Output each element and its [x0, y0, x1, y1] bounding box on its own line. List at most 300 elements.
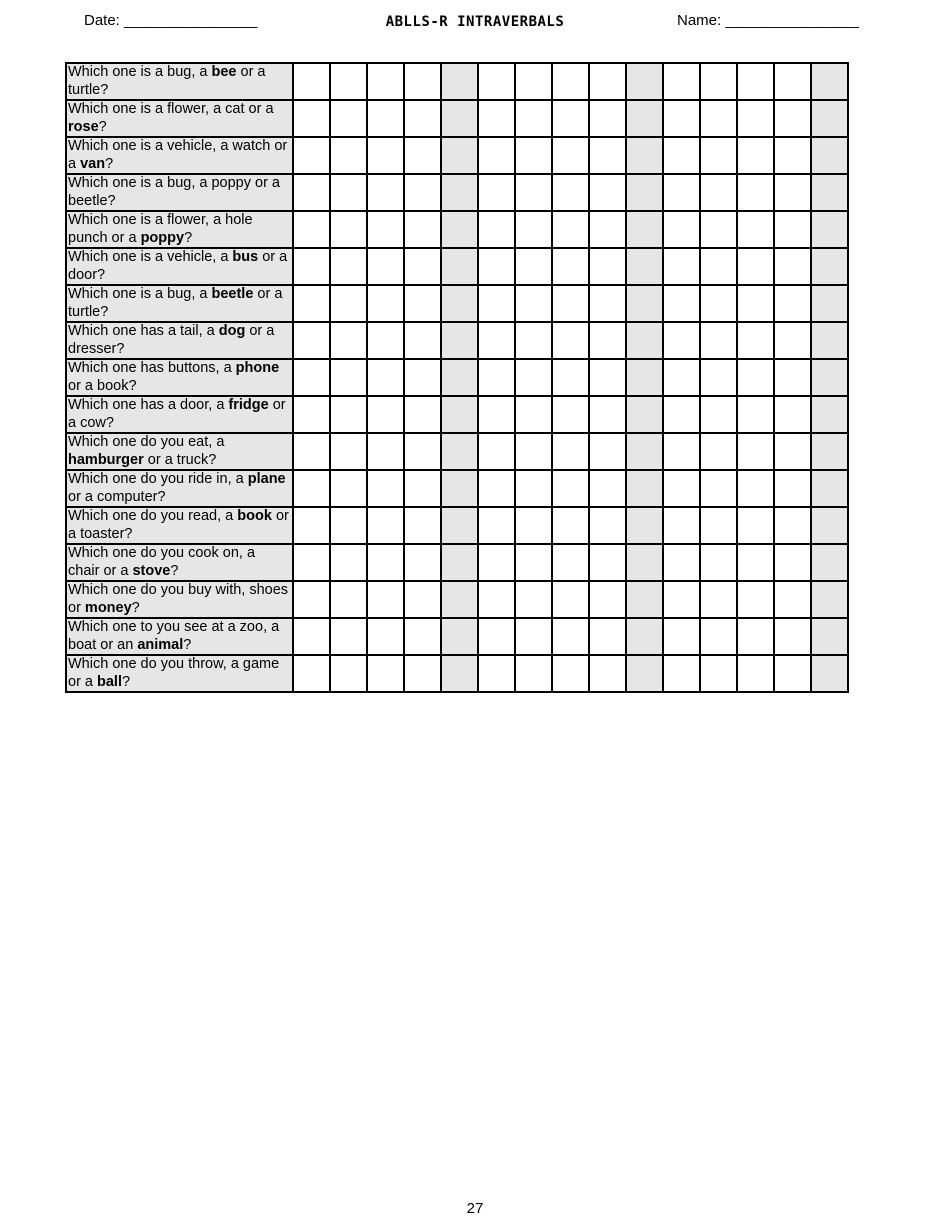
question-text: Which one has a door, a: [68, 397, 229, 413]
question-text: Which one has buttons, a: [68, 360, 236, 376]
trial-checkbox-cell[interactable]: [330, 433, 367, 470]
trial-checkbox-cell[interactable]: [478, 211, 515, 248]
table-row: [66, 470, 848, 507]
question-cell: [66, 137, 293, 174]
trial-checkbox-cell[interactable]: [589, 100, 626, 137]
trial-checkbox-cell[interactable]: [367, 211, 404, 248]
trial-checkbox-cell[interactable]: [811, 507, 848, 544]
question-text: ?: [131, 599, 140, 616]
trial-checkbox-cell[interactable]: [293, 470, 330, 507]
question-text: Which one is a vehicle, a: [68, 249, 233, 265]
trial-checkbox-cell[interactable]: [478, 433, 515, 470]
trial-checkbox-cell[interactable]: [515, 544, 552, 581]
trial-checkbox-cell[interactable]: [774, 655, 811, 692]
trial-checkbox-cell[interactable]: [774, 285, 811, 322]
trial-checkbox-cell[interactable]: [774, 433, 811, 470]
trial-checkbox-cell[interactable]: [774, 396, 811, 433]
trial-checkbox-cell[interactable]: [737, 618, 774, 655]
trial-checkbox-cell[interactable]: [367, 655, 404, 692]
question-text: ?: [184, 229, 193, 246]
trial-checkbox-cell[interactable]: [441, 63, 478, 100]
trial-checkbox-cell[interactable]: [589, 211, 626, 248]
trial-checkbox-cell[interactable]: [367, 470, 404, 507]
question-cell: [66, 470, 293, 507]
trial-checkbox-cell[interactable]: [589, 507, 626, 544]
trial-checkbox-cell[interactable]: [589, 433, 626, 470]
trial-checkbox-cell[interactable]: [589, 137, 626, 174]
trial-checkbox-cell[interactable]: [293, 100, 330, 137]
trial-checkbox-cell[interactable]: [441, 359, 478, 396]
trial-checkbox-cell[interactable]: [552, 396, 589, 433]
trial-checkbox-cell[interactable]: [478, 322, 515, 359]
trial-checkbox-cell[interactable]: [811, 137, 848, 174]
trial-checkbox-cell[interactable]: [589, 618, 626, 655]
trial-checkbox-cell[interactable]: [515, 433, 552, 470]
trial-checkbox-cell[interactable]: [441, 137, 478, 174]
trial-checkbox-cell[interactable]: [404, 507, 441, 544]
trial-checkbox-cell[interactable]: [663, 396, 700, 433]
trial-checkbox-cell[interactable]: [478, 63, 515, 100]
trial-checkbox-cell[interactable]: [700, 655, 737, 692]
trial-checkbox-cell[interactable]: [552, 248, 589, 285]
trial-checkbox-cell[interactable]: [367, 100, 404, 137]
trial-checkbox-cell[interactable]: [515, 174, 552, 211]
trial-checkbox-cell[interactable]: [515, 655, 552, 692]
trial-checkbox-cell[interactable]: [515, 581, 552, 618]
trial-checkbox-cell[interactable]: [774, 470, 811, 507]
trial-checkbox-cell[interactable]: [811, 470, 848, 507]
question-keyword: ball: [97, 673, 122, 690]
trial-checkbox-cell[interactable]: [293, 248, 330, 285]
trial-checkbox-cell[interactable]: [478, 507, 515, 544]
trial-checkbox-cell[interactable]: [293, 137, 330, 174]
trial-checkbox-cell[interactable]: [589, 544, 626, 581]
trial-checkbox-cell[interactable]: [626, 507, 663, 544]
trial-checkbox-cell[interactable]: [589, 63, 626, 100]
trial-checkbox-cell[interactable]: [404, 211, 441, 248]
name-field-label: Name: ________________: [677, 12, 859, 29]
question-cell: [66, 507, 293, 544]
trial-checkbox-cell[interactable]: [478, 137, 515, 174]
trial-checkbox-cell[interactable]: [404, 137, 441, 174]
trial-checkbox-cell[interactable]: [737, 581, 774, 618]
question-text: or a turtle?: [68, 64, 266, 98]
trial-checkbox-cell[interactable]: [330, 618, 367, 655]
question-text: or a door?: [68, 249, 288, 283]
trial-checkbox-cell[interactable]: [589, 581, 626, 618]
trial-checkbox-cell[interactable]: [404, 248, 441, 285]
trial-checkbox-cell[interactable]: [515, 100, 552, 137]
trial-checkbox-cell[interactable]: [589, 396, 626, 433]
trial-checkbox-cell[interactable]: [811, 618, 848, 655]
question-keyword: beetle: [211, 286, 254, 302]
trial-checkbox-cell[interactable]: [330, 100, 367, 137]
trial-checkbox-cell[interactable]: [737, 137, 774, 174]
question-cell: [66, 618, 293, 655]
trial-checkbox-cell[interactable]: [404, 618, 441, 655]
trial-checkbox-cell[interactable]: [700, 618, 737, 655]
trial-checkbox-cell[interactable]: [663, 359, 700, 396]
trial-checkbox-cell[interactable]: [404, 174, 441, 211]
trial-checkbox-cell[interactable]: [811, 433, 848, 470]
trial-checkbox-cell[interactable]: [626, 63, 663, 100]
trial-checkbox-cell[interactable]: [367, 174, 404, 211]
trial-checkbox-cell[interactable]: [663, 211, 700, 248]
question-text: ?: [183, 636, 192, 653]
trial-checkbox-cell[interactable]: [441, 581, 478, 618]
trial-checkbox-cell[interactable]: [293, 544, 330, 581]
trial-checkbox-cell[interactable]: [552, 618, 589, 655]
trial-checkbox-cell[interactable]: [330, 470, 367, 507]
trial-checkbox-cell[interactable]: [478, 248, 515, 285]
table-row: [66, 174, 848, 211]
trial-checkbox-cell[interactable]: [404, 396, 441, 433]
trial-checkbox-cell[interactable]: [293, 63, 330, 100]
trial-checkbox-cell[interactable]: [774, 174, 811, 211]
trial-checkbox-cell[interactable]: [700, 507, 737, 544]
trial-checkbox-cell[interactable]: [293, 359, 330, 396]
trial-checkbox-cell[interactable]: [478, 655, 515, 692]
trial-checkbox-cell[interactable]: [774, 137, 811, 174]
trial-checkbox-cell[interactable]: [774, 322, 811, 359]
trial-checkbox-cell[interactable]: [700, 285, 737, 322]
trial-checkbox-cell[interactable]: [515, 359, 552, 396]
trial-checkbox-cell[interactable]: [330, 174, 367, 211]
trial-checkbox-cell[interactable]: [478, 359, 515, 396]
trial-checkbox-cell[interactable]: [441, 248, 478, 285]
trial-checkbox-cell[interactable]: [700, 581, 737, 618]
trial-checkbox-cell[interactable]: [478, 544, 515, 581]
trial-checkbox-cell[interactable]: [293, 655, 330, 692]
trial-checkbox-cell[interactable]: [589, 248, 626, 285]
trial-checkbox-cell[interactable]: [700, 211, 737, 248]
trial-checkbox-cell[interactable]: [626, 433, 663, 470]
trial-checkbox-cell[interactable]: [700, 359, 737, 396]
trial-checkbox-cell[interactable]: [367, 581, 404, 618]
trial-checkbox-cell[interactable]: [811, 359, 848, 396]
trial-checkbox-cell[interactable]: [293, 322, 330, 359]
trial-checkbox-cell[interactable]: [441, 655, 478, 692]
trial-checkbox-cell[interactable]: [589, 470, 626, 507]
trial-checkbox-cell[interactable]: [626, 618, 663, 655]
trial-checkbox-cell[interactable]: [552, 359, 589, 396]
trial-checkbox-cell[interactable]: [552, 544, 589, 581]
trial-checkbox-cell[interactable]: [478, 174, 515, 211]
trial-checkbox-cell[interactable]: [774, 618, 811, 655]
trial-checkbox-cell[interactable]: [811, 655, 848, 692]
trial-checkbox-cell[interactable]: [626, 655, 663, 692]
trial-checkbox-cell[interactable]: [404, 544, 441, 581]
trial-checkbox-cell[interactable]: [330, 248, 367, 285]
trial-checkbox-cell[interactable]: [441, 322, 478, 359]
trial-checkbox-cell[interactable]: [515, 285, 552, 322]
trial-checkbox-cell[interactable]: [663, 618, 700, 655]
trial-checkbox-cell[interactable]: [293, 396, 330, 433]
trial-checkbox-cell[interactable]: [626, 544, 663, 581]
trial-checkbox-cell[interactable]: [700, 544, 737, 581]
trial-checkbox-cell[interactable]: [293, 618, 330, 655]
question-cell: [66, 433, 293, 470]
trial-checkbox-cell[interactable]: [737, 63, 774, 100]
trial-checkbox-cell[interactable]: [811, 285, 848, 322]
trial-checkbox-cell[interactable]: [737, 507, 774, 544]
trial-checkbox-cell[interactable]: [626, 174, 663, 211]
trial-checkbox-cell[interactable]: [737, 396, 774, 433]
trial-checkbox-cell[interactable]: [774, 63, 811, 100]
trial-checkbox-cell[interactable]: [663, 100, 700, 137]
trial-checkbox-cell[interactable]: [626, 248, 663, 285]
trial-checkbox-cell[interactable]: [737, 100, 774, 137]
trial-checkbox-cell[interactable]: [663, 63, 700, 100]
trial-checkbox-cell[interactable]: [478, 618, 515, 655]
trial-checkbox-cell[interactable]: [663, 470, 700, 507]
trial-checkbox-cell[interactable]: [441, 100, 478, 137]
trial-checkbox-cell[interactable]: [774, 100, 811, 137]
trial-checkbox-cell[interactable]: [404, 433, 441, 470]
trial-checkbox-cell[interactable]: [441, 285, 478, 322]
trial-checkbox-cell[interactable]: [404, 581, 441, 618]
trial-checkbox-cell[interactable]: [515, 137, 552, 174]
question-text: Which one do you read, a: [68, 508, 238, 524]
trial-checkbox-cell[interactable]: [441, 433, 478, 470]
table-row: [66, 100, 848, 137]
trial-checkbox-cell[interactable]: [626, 396, 663, 433]
table-row: [66, 618, 848, 655]
trial-checkbox-cell[interactable]: [330, 544, 367, 581]
trial-checkbox-cell[interactable]: [330, 655, 367, 692]
trial-checkbox-cell[interactable]: [663, 581, 700, 618]
trial-checkbox-cell[interactable]: [552, 137, 589, 174]
trial-checkbox-cell[interactable]: [367, 433, 404, 470]
question-cell: [66, 359, 293, 396]
trial-checkbox-cell[interactable]: [811, 211, 848, 248]
question-text: ?: [122, 673, 131, 690]
question-text: Which one do you eat, a: [68, 434, 225, 450]
question-cell: [66, 322, 293, 359]
trial-checkbox-cell[interactable]: [700, 174, 737, 211]
trial-checkbox-cell[interactable]: [515, 470, 552, 507]
question-cell: [66, 544, 293, 581]
trial-checkbox-cell[interactable]: [293, 285, 330, 322]
trial-checkbox-cell[interactable]: [330, 359, 367, 396]
question-keyword: phone: [235, 360, 280, 376]
trial-checkbox-cell[interactable]: [663, 433, 700, 470]
question-text: Which one is a vehicle, a watch or a: [68, 138, 288, 172]
trial-checkbox-cell[interactable]: [663, 248, 700, 285]
trial-checkbox-cell[interactable]: [700, 63, 737, 100]
trial-checkbox-cell[interactable]: [367, 396, 404, 433]
trial-checkbox-cell[interactable]: [589, 655, 626, 692]
trial-checkbox-cell[interactable]: [552, 322, 589, 359]
trial-checkbox-cell[interactable]: [441, 470, 478, 507]
trial-checkbox-cell[interactable]: [404, 285, 441, 322]
trial-checkbox-cell[interactable]: [293, 174, 330, 211]
trial-checkbox-cell[interactable]: [404, 655, 441, 692]
trial-checkbox-cell[interactable]: [441, 396, 478, 433]
trial-checkbox-cell[interactable]: [367, 618, 404, 655]
trial-checkbox-cell[interactable]: [552, 581, 589, 618]
trial-checkbox-cell[interactable]: [811, 100, 848, 137]
trial-checkbox-cell[interactable]: [552, 285, 589, 322]
trial-checkbox-cell[interactable]: [774, 544, 811, 581]
trial-checkbox-cell[interactable]: [478, 470, 515, 507]
trial-checkbox-cell[interactable]: [737, 470, 774, 507]
trial-checkbox-cell[interactable]: [700, 396, 737, 433]
trial-checkbox-cell[interactable]: [737, 322, 774, 359]
question-cell: [66, 655, 293, 692]
trial-checkbox-cell[interactable]: [367, 63, 404, 100]
trial-checkbox-cell[interactable]: [404, 322, 441, 359]
question-keyword: van: [80, 155, 106, 172]
trial-checkbox-cell[interactable]: [441, 618, 478, 655]
question-cell: [66, 174, 293, 211]
trial-checkbox-cell[interactable]: [737, 544, 774, 581]
trial-checkbox-cell[interactable]: [774, 211, 811, 248]
trial-checkbox-cell[interactable]: [626, 285, 663, 322]
trial-checkbox-cell[interactable]: [552, 470, 589, 507]
question-cell: [66, 211, 293, 248]
trial-checkbox-cell[interactable]: [700, 137, 737, 174]
question-keyword: bee: [211, 64, 237, 80]
trial-checkbox-cell[interactable]: [367, 359, 404, 396]
trial-checkbox-cell[interactable]: [552, 655, 589, 692]
question-cell: [66, 581, 293, 618]
trial-checkbox-cell[interactable]: [293, 211, 330, 248]
trial-checkbox-cell[interactable]: [737, 248, 774, 285]
trial-checkbox-cell[interactable]: [663, 507, 700, 544]
trial-checkbox-cell[interactable]: [626, 137, 663, 174]
trial-checkbox-cell[interactable]: [811, 248, 848, 285]
trial-checkbox-cell[interactable]: [367, 285, 404, 322]
page-title: ABLLS-R INTRAVERBALS: [385, 14, 565, 30]
trial-checkbox-cell[interactable]: [367, 544, 404, 581]
trial-checkbox-cell[interactable]: [589, 322, 626, 359]
question-text: or a book?: [68, 377, 137, 394]
trial-checkbox-cell[interactable]: [663, 544, 700, 581]
trial-checkbox-cell[interactable]: [293, 433, 330, 470]
trial-checkbox-cell[interactable]: [552, 100, 589, 137]
trial-checkbox-cell[interactable]: [589, 359, 626, 396]
trial-checkbox-cell[interactable]: [626, 359, 663, 396]
trial-checkbox-cell[interactable]: [441, 544, 478, 581]
trial-checkbox-cell[interactable]: [441, 211, 478, 248]
trial-checkbox-cell[interactable]: [737, 211, 774, 248]
trial-checkbox-cell[interactable]: [700, 322, 737, 359]
trial-checkbox-cell[interactable]: [478, 100, 515, 137]
trial-checkbox-cell[interactable]: [515, 248, 552, 285]
trial-checkbox-cell[interactable]: [663, 655, 700, 692]
trial-checkbox-cell[interactable]: [774, 248, 811, 285]
trial-checkbox-cell[interactable]: [663, 174, 700, 211]
trial-checkbox-cell[interactable]: [811, 174, 848, 211]
trial-checkbox-cell[interactable]: [552, 433, 589, 470]
trial-checkbox-cell[interactable]: [811, 396, 848, 433]
trial-checkbox-cell[interactable]: [626, 211, 663, 248]
trial-checkbox-cell[interactable]: [737, 359, 774, 396]
trial-checkbox-cell[interactable]: [663, 285, 700, 322]
trial-checkbox-cell[interactable]: [404, 63, 441, 100]
table-row: [66, 544, 848, 581]
trial-checkbox-cell[interactable]: [626, 322, 663, 359]
trial-checkbox-cell[interactable]: [330, 285, 367, 322]
trial-checkbox-cell[interactable]: [330, 396, 367, 433]
trial-checkbox-cell[interactable]: [737, 655, 774, 692]
trial-checkbox-cell[interactable]: [663, 137, 700, 174]
trial-checkbox-cell[interactable]: [515, 63, 552, 100]
trial-checkbox-cell[interactable]: [552, 507, 589, 544]
trial-checkbox-cell[interactable]: [478, 581, 515, 618]
trial-checkbox-cell[interactable]: [330, 211, 367, 248]
trial-checkbox-cell[interactable]: [811, 544, 848, 581]
trial-checkbox-cell[interactable]: [774, 581, 811, 618]
trial-checkbox-cell[interactable]: [552, 63, 589, 100]
page-number: 27: [466, 1200, 484, 1217]
trial-checkbox-cell[interactable]: [330, 63, 367, 100]
table-row: [66, 285, 848, 322]
question-keyword: plane: [247, 471, 286, 487]
trial-checkbox-cell[interactable]: [626, 470, 663, 507]
trial-checkbox-cell[interactable]: [515, 322, 552, 359]
trial-checkbox-cell[interactable]: [330, 507, 367, 544]
trial-checkbox-cell[interactable]: [626, 100, 663, 137]
trial-checkbox-cell[interactable]: [737, 433, 774, 470]
trial-checkbox-cell[interactable]: [404, 359, 441, 396]
trial-checkbox-cell[interactable]: [515, 396, 552, 433]
trial-checkbox-cell[interactable]: [700, 248, 737, 285]
question-keyword: poppy: [140, 229, 185, 246]
trial-checkbox-cell[interactable]: [811, 322, 848, 359]
trial-checkbox-cell[interactable]: [478, 396, 515, 433]
trial-checkbox-cell[interactable]: [589, 285, 626, 322]
trial-checkbox-cell[interactable]: [774, 507, 811, 544]
trial-checkbox-cell[interactable]: [367, 507, 404, 544]
question-keyword: animal: [137, 636, 184, 653]
trial-checkbox-cell[interactable]: [367, 322, 404, 359]
question-keyword: dog: [218, 323, 246, 339]
trial-checkbox-cell[interactable]: [293, 581, 330, 618]
trial-checkbox-cell[interactable]: [330, 137, 367, 174]
trial-checkbox-cell[interactable]: [811, 63, 848, 100]
trial-checkbox-cell[interactable]: [552, 174, 589, 211]
trial-checkbox-cell[interactable]: [367, 137, 404, 174]
trial-checkbox-cell[interactable]: [404, 100, 441, 137]
trial-checkbox-cell[interactable]: [737, 285, 774, 322]
trial-checkbox-cell[interactable]: [478, 285, 515, 322]
trial-checkbox-cell[interactable]: [663, 322, 700, 359]
trial-checkbox-cell[interactable]: [737, 174, 774, 211]
question-text: Which one has a tail, a: [68, 323, 219, 339]
question-keyword: rose: [68, 118, 99, 135]
trial-checkbox-cell[interactable]: [700, 100, 737, 137]
trial-checkbox-cell[interactable]: [626, 581, 663, 618]
trial-checkbox-cell[interactable]: [515, 211, 552, 248]
trial-checkbox-cell[interactable]: [700, 470, 737, 507]
trial-checkbox-cell[interactable]: [404, 470, 441, 507]
trial-checkbox-cell[interactable]: [811, 581, 848, 618]
trial-checkbox-cell[interactable]: [552, 211, 589, 248]
trial-checkbox-cell[interactable]: [330, 581, 367, 618]
trial-checkbox-cell[interactable]: [515, 618, 552, 655]
trial-checkbox-cell[interactable]: [774, 359, 811, 396]
trial-checkbox-cell[interactable]: [441, 174, 478, 211]
trial-checkbox-cell[interactable]: [441, 507, 478, 544]
trial-checkbox-cell[interactable]: [293, 507, 330, 544]
trial-checkbox-cell[interactable]: [589, 174, 626, 211]
trial-checkbox-cell[interactable]: [700, 433, 737, 470]
trial-checkbox-cell[interactable]: [367, 248, 404, 285]
trial-checkbox-cell[interactable]: [515, 507, 552, 544]
trial-checkbox-cell[interactable]: [330, 322, 367, 359]
